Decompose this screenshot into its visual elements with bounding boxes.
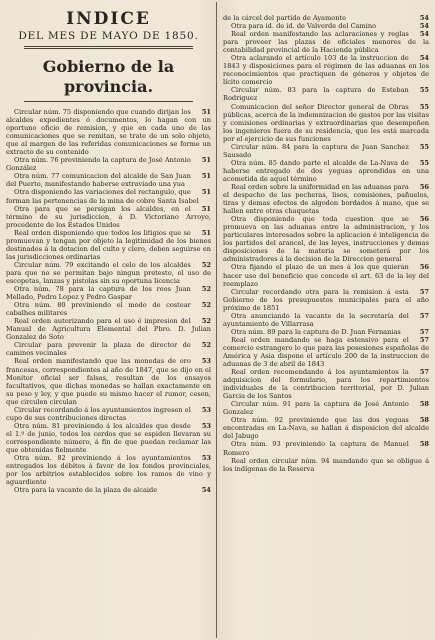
- right-column: [223, 0, 429, 473]
- index-entry: [223, 54, 429, 86]
- page-number: 51: [201, 188, 211, 197]
- index-entry: [6, 261, 211, 285]
- index-entry: [6, 188, 211, 204]
- page-number: 54: [419, 22, 429, 31]
- page-number: 56: [419, 182, 429, 191]
- section-heading: Gobierno de la provincia.: [42, 57, 175, 96]
- page-title: INDICE: [66, 9, 151, 29]
- index-entry: [223, 440, 429, 456]
- title-rule: [24, 46, 193, 49]
- entry-text: Otra núm. 82 previniendo á los ayuntamientos entregados los débitos á favor de los fondos provinciales, por los arbitrios establecidos sobre los ramos de vino y aguardiente: [6, 454, 211, 487]
- entry-text: Otra anunciando la vacante de la secretaría del ayuntamiento de Villarrasa: [223, 311, 409, 328]
- page-number: 51: [201, 172, 211, 181]
- entry-text: Comunicacion del señor Director general de Obras públicas, acerca de la indemnizacion de gastos por las visitas y comisiones ordinarias y extraordinarias que desempeñen los ingenieros fuera de su residencia, que les está marcada por el ejercicio de sus funciones: [223, 102, 429, 143]
- index-entry: [6, 108, 211, 156]
- index-entry: [6, 301, 211, 317]
- page-number: 58: [419, 440, 429, 449]
- page-number: 53: [201, 405, 211, 414]
- entry-text: Otra núm. 76 previniendo la captura de José Antonio González: [6, 156, 191, 173]
- page-number: 53: [201, 357, 211, 366]
- page-number: 51: [201, 228, 211, 237]
- entry-text: Circular núm. 79 excitando el celo de los alcaldes para que no se permitan bajo ningun pretesto, el uso de escopetas, lanzas y pistolas sin su oportuna licencia: [6, 260, 211, 285]
- left-entry-list: [6, 108, 211, 494]
- page-number: 57: [419, 335, 429, 344]
- index-entry: [223, 143, 429, 159]
- page-number: 52: [201, 260, 211, 269]
- page-number: 57: [419, 368, 429, 377]
- entry-text: Otra para la vacante de la plaza de alcaide: [14, 486, 158, 495]
- page-number: 52: [201, 341, 211, 350]
- page-number: 53: [201, 421, 211, 430]
- index-entry: [6, 172, 211, 188]
- page-number: 55: [419, 158, 429, 167]
- column-divider: [216, 2, 217, 638]
- page-number: 55: [419, 102, 429, 111]
- page-number: 56: [419, 263, 429, 272]
- index-entry: [223, 159, 429, 183]
- section-rule: [24, 101, 193, 102]
- index-entry: [6, 422, 211, 454]
- entry-text: Otra núm. 92 previniendo que las dos yeguas encontradas en La-Nava, se hallan á disposicion del alcalde del Jabugo: [223, 416, 429, 441]
- index-entry: [223, 400, 429, 416]
- page-number: 58: [419, 400, 429, 409]
- page-number: 57: [419, 311, 429, 320]
- index-entry: [6, 205, 211, 229]
- right-entry-list: [223, 14, 429, 473]
- entry-text: Real orden manifestando que las monedas de oro francesas, correspondientes al año de 1847, que se dijo en el Monitor oficial ser falsas, resultan de los ensayos facultativos, que dichas monedas se hallan exactamente en su peso y ley, y que puede su mismo hacer el rumor, cesen, que circulen circulan: [6, 357, 211, 406]
- page-number: 56: [419, 215, 429, 224]
- index-entry: [223, 103, 429, 143]
- index-entry: [6, 406, 211, 422]
- index-entry: [223, 30, 429, 54]
- entry-text: Circular núm. 75 disponiendo que cuando dirijan los alcaldes expedientes ó documentos, lo hagan con un oportuno oficio de remision, y que en cada uno de las comunicaciones que se remitan, se trate de un solo objeto, que al margen de las referidas comunicaciones se forme un extracto de su contenido: [6, 108, 211, 157]
- entry-text: Otra disponiendo las variaciones del rectangulo, que forman las pertenencias de la mina de cobre Santa Isabel: [6, 188, 199, 205]
- index-entry: [6, 357, 211, 405]
- page-number: 51: [201, 204, 211, 213]
- index-entry: [223, 368, 429, 400]
- page-number: 54: [419, 30, 429, 39]
- entry-text: Otra para id. de id. de Valverde del Camino: [231, 22, 377, 31]
- index-entry: [223, 336, 429, 368]
- index-entry: [223, 22, 429, 30]
- page-number: 51: [201, 108, 211, 116]
- index-entry: [223, 288, 429, 312]
- entry-text: Circular recordando á los ayuntamientos ingresen el cupo de sus contribuciones directas: [6, 405, 191, 422]
- index-entry: [6, 285, 211, 301]
- entry-text: Real orden mandando se haga estensivo para el comercio estrangero lo que para las posesiones españolas de América y Asia dispone el artículo 200 de la instruccion de aduanas de 3 de abril de 1843: [223, 335, 429, 369]
- index-entry: [223, 457, 429, 473]
- index-entry: [223, 86, 429, 102]
- entry-text: Otra para que se persigan los alcaldes, en el término de su jurisdiccion, á D. Victoriano Arroyo, procedente de los Estados Unidos: [6, 204, 211, 229]
- entry-text: Otra núm. 80 previniendo el modo de costear cabalhes militares: [6, 301, 191, 318]
- page-number: 55: [419, 142, 429, 151]
- page-number: 51: [201, 156, 211, 165]
- entry-text: Circular núm. 83 para la captura de Esteban Rodriguez: [223, 86, 409, 103]
- entry-text: Real orden disponiendo que todos los litigios que se promuevan y tengan por objeto la legitimidad de los bienes destinados á la dotacion del culto y clero, deben seguirse en las jurisdicciones ordinarias: [6, 228, 211, 261]
- page-number: 58: [419, 416, 429, 425]
- index-entry: [223, 312, 429, 328]
- index-entry: [6, 229, 211, 261]
- index-entry: [223, 215, 429, 263]
- entry-text: Real orden recomendando á los ayuntamientos la adquisicion del formulario, para los repartimientos individuales de la contribucion territorial, por D. Julian Garcia de los Santos: [223, 368, 429, 401]
- entry-text: Real orden circular núm. 94 mandando que se obligue á los indígenas de la Reserva: [223, 456, 429, 473]
- page-number: 52: [201, 301, 211, 310]
- index-entry: [223, 183, 429, 215]
- index-entry: [223, 263, 429, 287]
- entry-text: de la cárcel del partido de Ayamonte: [223, 14, 346, 22]
- page-number: 54: [201, 486, 211, 495]
- entry-text: Otra disponiendo que toda cuestion que se promueva en las aduanas entre la administracion, y los particulares interesados sobre la aplicacion é inteligencia de los partidos del arancel, de las leyes, instrucciones y demas disposiciones de la materia se someterá por los administradores á la decision de la Direccion general: [223, 215, 429, 264]
- entry-text: Otra aclarando el artículo 103 de la instruccion de 1843 y disposiciones para el régimen de las aduanas en los reconocimientos que practiquen de géneros y objetos de lícito comercio: [223, 54, 429, 87]
- page-number: 57: [419, 327, 429, 336]
- entry-text: Otra núm. 81 previniendo á los alcaldes que desde el 1.º de junio, todos los cerdos que se espiden llevaran su correspondiente número, á fin de que puedan reclamar las que obtenidas fielmente: [6, 421, 211, 454]
- page-number: 54: [419, 14, 429, 22]
- entry-text: Circular núm. 91 para la captura de José Antonio Gonzalez: [223, 400, 409, 417]
- index-entry: [6, 317, 211, 341]
- entry-text: Otra núm. 77 comunicacion del alcalde de San Juan del Puerto, manifestando haberse extraviado una yua: [6, 172, 191, 189]
- index-entry: [6, 454, 211, 486]
- entry-text: Otra núm. 89 para la captura de D. Juan Fernanias: [231, 327, 401, 336]
- index-entry: [6, 486, 211, 494]
- entry-text: Real orden autorizando para el uso é impresion del Manual de Agricultura Elemental del Pbro. D. Julian Gonzalez de Soto: [6, 317, 211, 342]
- left-column: [6, 0, 211, 494]
- entry-text: Otra núm. 85 dando parte el alcalde de La-Nava de haberse entregado de dos yeguas aprendidas en una acometida de aquel término: [223, 158, 429, 183]
- page-number: 52: [201, 317, 211, 326]
- entry-text: Circular recordando otra para la remision á esta Gobierno de los presupuestos municipales para el año próximo de 1851: [223, 287, 429, 312]
- entry-text: Otra núm. 78 para la captura de los reos Juan Mellado, Pedro Lopez y Pedro Gaspar: [6, 285, 191, 302]
- index-entry: [223, 328, 429, 336]
- page-number: 53: [201, 454, 211, 463]
- page-number: 57: [419, 287, 429, 296]
- entry-text: Circular núm. 84 para la captura de Juan Sanchez Sausado: [223, 142, 409, 159]
- index-entry: [6, 156, 211, 172]
- page-subtitle: DEL MES DE MAYO DE 1850.: [18, 30, 199, 42]
- entry-text: Otra fijando el plazo de un mes á los que quieran hacer uso del beneficio que concede el art. 63 de la ley del reemplazo: [223, 263, 429, 288]
- entry-text: Circular para prevenir la plaza de director de caminos vecinales: [6, 341, 191, 358]
- entry-text: Real orden manifestando las aclaraciones y reglas para proveer las plazas de oficiales menores de la contabilidad provincial de la Hacienda pública: [223, 30, 429, 55]
- page-number: 52: [201, 285, 211, 294]
- index-entry: [6, 341, 211, 357]
- page-number: 55: [419, 86, 429, 95]
- page-number: 54: [419, 54, 429, 63]
- index-entry: [223, 416, 429, 440]
- index-entry: [223, 14, 429, 22]
- entry-text: Otra núm. 93 previniendo la captura de Manuel Romero: [223, 440, 409, 457]
- entry-text: Real orden sobre la uniformidad en las aduanas para el despacho de las pecheras, lisos, comisiones, pañuelos, tiras y demas efectos de algodon bordados á mano, que se hallen entre otras chaquetas: [223, 182, 429, 216]
